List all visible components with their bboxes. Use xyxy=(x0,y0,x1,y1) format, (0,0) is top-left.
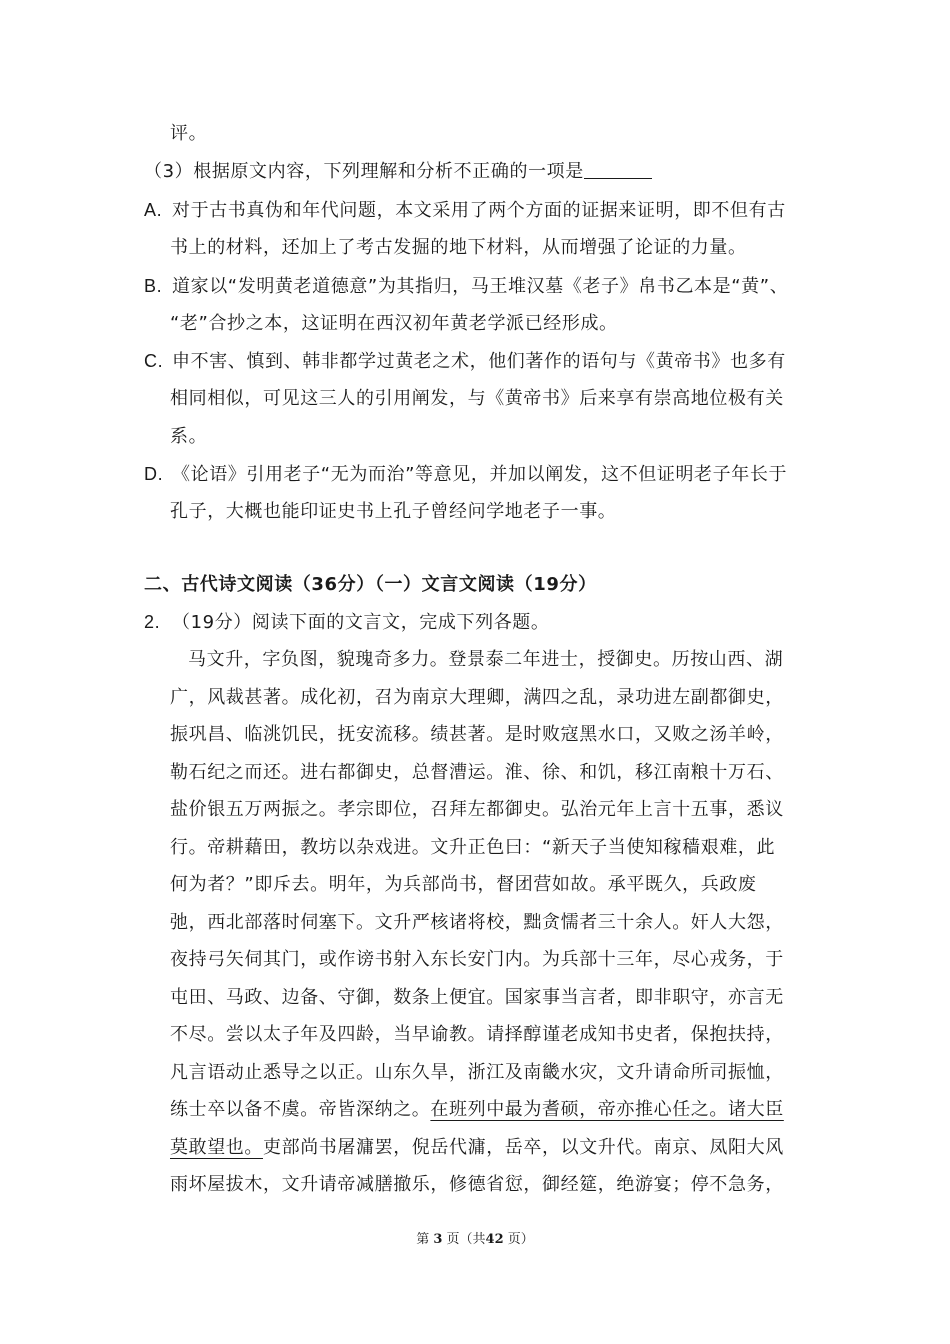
question-2-number: 2. xyxy=(144,612,161,632)
passage-line: 雨坏屋拔木，文升请帝减膳撤乐，修德省愆，御经筵，绝游宴；停不急务， xyxy=(170,1174,784,1195)
passage-text: 吏部尚书屠滽罢，倪岳代滽，岳卒，以文升代。南京、凤阳大风 xyxy=(263,1137,784,1158)
option-c-line-3: 系。 xyxy=(170,426,208,447)
passage-line: 何为者？”即斥去。明年，为兵部尚书，督团营如故。承平既久，兵政废 xyxy=(170,874,757,895)
passage-line: 广，风裁甚著。成化初，召为南京大理卿，满四之乱，录功进左副都御史， xyxy=(170,687,784,708)
option-d-text: 《论语》引用老子“无为而治”等意见，并加以阐发，这不但证明老子年长于 xyxy=(172,464,788,485)
option-b-line-2: “老”合抄之本，这证明在西汉初年黄老学派已经形成。 xyxy=(170,313,618,334)
passage-line xyxy=(170,1098,784,1122)
option-c-text: 申不害、慎到、韩非都学过黄老之术，他们著作的语句与《黄帝书》也多有 xyxy=(172,351,786,372)
footer-suffix: 页） xyxy=(507,1232,534,1247)
option-b-text: 道家以“发明黄老道德意”为其指归，马王堆汉墓《老子》帛书乙本是“黄”、 xyxy=(172,276,789,297)
option-a-label: A. xyxy=(144,200,163,220)
passage-line: 凡言语动止悉导之以正。山东久旱，浙江及南畿水灾，文升请命所司振恤， xyxy=(170,1062,784,1083)
passage-line: 盐价银五万两振之。孝宗即位，召拜左都御史。弘治元年上言十五事，悉议 xyxy=(170,799,784,820)
question-2 xyxy=(144,610,550,635)
passage-line: 弛，西北部落时伺塞下。文升严核诸将校，黜贪懦者三十余人。奸人大怨， xyxy=(170,912,784,933)
question-3 xyxy=(144,160,652,184)
footer-total-pages: 42 xyxy=(485,1232,504,1247)
option-a-text: 对于古书真伪和年代问题，本文采用了两个方面的证据来证明，即不但有古 xyxy=(172,200,786,221)
passage-line: 不尽。尝以太子年及四龄，当早谕教。请择醇谨老成知书史者，保抱扶持， xyxy=(170,1024,784,1045)
footer-page-number: 3 xyxy=(433,1232,443,1247)
page-footer xyxy=(0,1231,950,1249)
question-3-text: （3）根据原文内容，下列理解和分析不正确的一项是 xyxy=(144,161,584,182)
section-heading: 二、古代诗文阅读（36分）（一）文言文阅读（19分） xyxy=(144,574,597,595)
option-c-line-2: 相同相似，可见这三人的引用阐发，与《黄帝书》后来享有崇高地位极有关 xyxy=(170,388,784,409)
passage-line: 行。帝耕藉田，教坊以杂戏进。文升正色曰：“新天子当使知稼穑艰难，此 xyxy=(170,837,776,858)
passage-line: 马文升，字负图，貌瑰奇多力。登景泰二年进士，授御史。历按山西、湖 xyxy=(188,649,784,670)
option-d-line-2: 孔子，大概也能印证史书上孔子曾经问学地老子一事。 xyxy=(170,501,617,522)
passage-text: 练士卒以备不虞。帝皆深纳之。 xyxy=(170,1099,431,1120)
passage-line: 屯田、马政、边备、守御，数条上便宜。国家事当言者，即非职守，亦言无 xyxy=(170,987,784,1008)
answer-blank xyxy=(584,160,652,179)
text-line: 评。 xyxy=(170,123,208,144)
passage-line: 勒石纪之而还。进右都御史，总督漕运。淮、徐、和饥，移江南粮十万石、 xyxy=(170,762,784,783)
footer-middle: 页（共 xyxy=(446,1232,486,1247)
question-2-text: （19分）阅读下面的文言文，完成下列各题。 xyxy=(172,612,550,633)
option-c-line-1 xyxy=(144,349,786,374)
option-b-line-1 xyxy=(144,274,788,299)
option-c-label: C. xyxy=(144,351,164,371)
option-d-label: D. xyxy=(144,464,164,484)
passage-line: 振巩昌、临洮饥民，抚安流移。绩甚著。是时败寇黑水口，又败之汤羊岭， xyxy=(170,724,784,745)
option-a-line-2: 书上的材料，还加上了考古发掘的地下材料，从而增强了论证的力量。 xyxy=(170,237,747,258)
underlined-sentence: 在班列中最为耆硕，帝亦推心任之。诸大臣 xyxy=(430,1099,784,1120)
passage-line: 夜持弓矢伺其门，或作谤书射入东长安门内。为兵部十三年，尽心戎务，于 xyxy=(170,949,784,970)
underlined-sentence: 莫敢望也。 xyxy=(170,1137,263,1158)
passage-line xyxy=(170,1136,784,1160)
footer-prefix: 第 xyxy=(416,1232,430,1247)
option-b-label: B. xyxy=(144,276,163,296)
option-d-line-1 xyxy=(144,462,787,487)
option-a-line-1 xyxy=(144,198,786,223)
